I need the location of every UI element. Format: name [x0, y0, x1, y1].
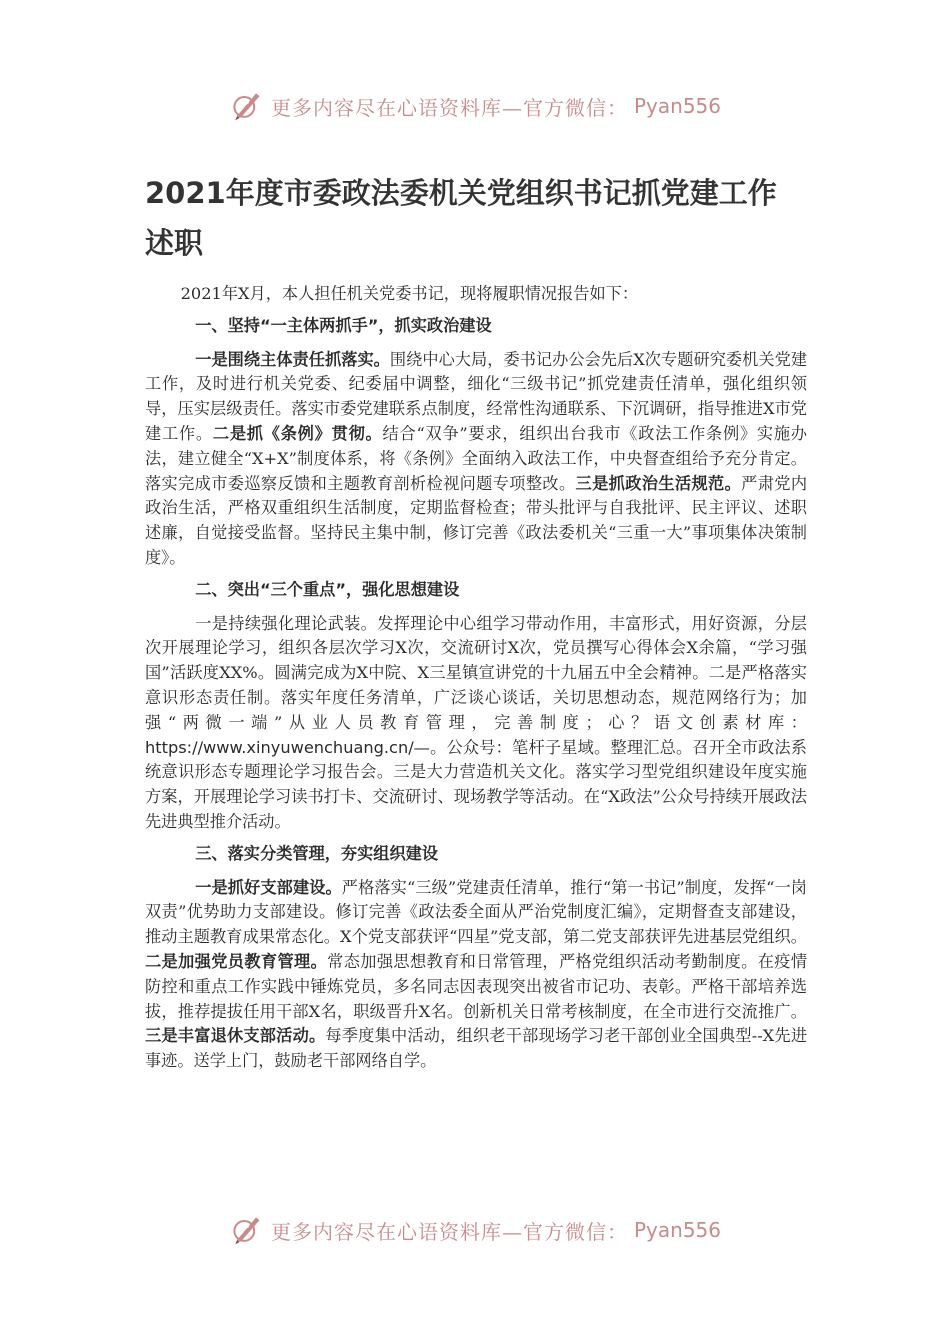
document-body	[145, 282, 807, 1074]
bold-lead-6: 三是丰富退休支部活动。	[145, 1026, 326, 1046]
text-run-7: 常态加强思想教育和日常管理，严格党组织活动考勤制度。在疫情防控和重点工作实践中锤炼党员，多名同志因表现突出被省市记功、表彰。严格干部培养选拔，推荐提拔任用干部X名，职级晋升X名。创新机关日常考核制度，在全市进行交流推广。	[145, 951, 808, 1021]
bold-lead-4: 一是抓好支部建设。	[195, 877, 342, 897]
pen-logo-icon	[229, 1212, 265, 1248]
section-heading-2: 二、突出“三个重点”，强化思想建设	[195, 579, 460, 599]
intro-paragraph: 2021年X月，本人担任机关党委书记，现将履职情况报告如下：	[180, 284, 639, 303]
bold-lead-3: 三是抓政治生活规范。	[575, 473, 742, 493]
banner-handle: Pyan556	[633, 1218, 721, 1242]
text-run-2: 结合“双争”要求，组织出台我市《政法工作条例》实施办法，建立健全“X+X”制度体系，将《条例》全面纳入政法工作，中央督查组给予充分肯定。落实完成市委巡察反馈和主题教育剖析检视问题专项整改。	[145, 423, 807, 493]
text-run-1: 围绕中心大局，委书记办公会先后X次专题研究委机关党建工作，及时进行机关党委、纪委届中调整，细化“三级书记”抓党建责任清单，强化组织领导，压实层级责任。落实市委党建联系点制度，经常性沟通联系、下沉调研，指导推进X市党建工作。	[145, 349, 808, 443]
banner-handle: Pyan556	[633, 94, 721, 118]
banner-text: 更多内容尽在心语资料库—官方微信：	[270, 1219, 628, 1244]
text-run-3: 严肃党内政治生活，严格双重组织生活制度，定期监督检查；带头批评与自我批评、民主评议、述职述廉，自觉接受监督。坚持民主集中制，修订完善《政法委机关“三重一大”事项集体决策制度》。	[145, 473, 808, 567]
section-2-paragraph	[145, 612, 807, 835]
text-run-5: —。公众号：笔杆子星域。整理汇总。召开全市政法系统意识形态专题理论学习报告会。三是大力营造机关文化。落实学习型党组织建设年度实施方案，开展理论学习读书打卡、交流研讨、现场教学等活动。在“X政法”公众号持续开展政法先进典型推介活动。	[145, 737, 807, 831]
text-run-8: 每季度集中活动，组织老干部现场学习老干部创业全国典型--X先进事迹。送学上门，鼓励老干部网络自学。	[145, 1026, 808, 1071]
text-run-6: 严格落实“三级”党建责任清单，推行“第一书记”制度，发挥“一岗双责”优势助力支部建设。修订完善《政法委全面从严治党制度汇编》，定期督查支部建设，推动主题教育成果常态化。X个党支部获评“四星”党支部，第二党支部获评先进基层党组织。	[145, 877, 807, 947]
section-1-paragraph	[145, 348, 807, 571]
bold-lead-1: 一是围绕主体责任抓落实。	[195, 349, 390, 369]
footer-banner	[0, 1210, 950, 1250]
banner-text: 更多内容尽在心语资料库—官方微信：	[270, 95, 628, 120]
section-heading-1: 一、坚持“一主体两抓手”，抓实政治建设	[195, 315, 492, 335]
bold-lead-5: 二是加强党员教育管理。	[145, 951, 328, 971]
bold-lead-2: 二是抓《条例》贯彻。	[212, 423, 383, 443]
header-banner	[0, 86, 950, 126]
pen-logo-icon	[229, 88, 265, 124]
section-heading-3: 三、落实分类管理，夯实组织建设	[195, 843, 439, 863]
document-title: 2021年度市委政法委机关党组织书记抓党建工作述职	[145, 176, 777, 260]
website-link[interactable]: https://www.xinyuwenchuang.cn/	[145, 737, 414, 757]
section-3-paragraph	[145, 876, 807, 1074]
text-run-4: 一是持续强化理论武装。发挥理论中心组学习带动作用，丰富形式，用好资源，分层次开展理论学习，组织各层次学习X次，交流研讨X次，党员撰写心得体会X余篇，“学习强国”活跃度XX%。圆满完成为X中院、X三星镇宣讲党的十九届五中全会精神。二是严格落实意识形态责任制。落实年度任务清单，广泛谈心谈话，关切思想动态，规范网络行为；加强“两微一端”从业人员教育管理，完善制度；心？语文创素材库：	[145, 613, 807, 732]
